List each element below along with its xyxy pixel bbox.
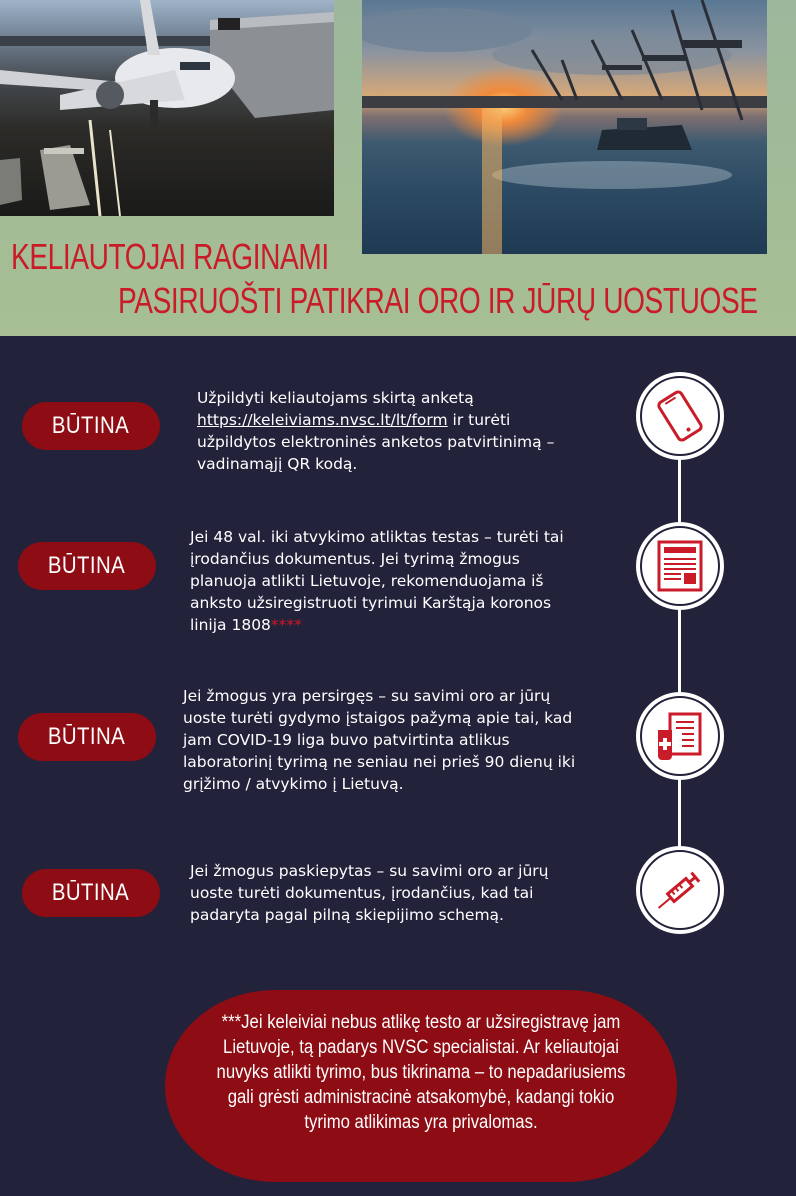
timeline-line — [678, 420, 681, 890]
required-badge-3: BŪTINA — [18, 713, 156, 761]
port-photo — [362, 0, 767, 254]
item-2-text: Jei 48 val. iki atvykimo atliktas testas – turėti tai įrodančius dokumentus. Jei tyrimą žmogus planuoja atlikti Lietuvoje, rekomenduojama iš anksto užsiregistruoti tyrimui Karštąja koronos linija 1808**** — [190, 528, 564, 634]
item-4-text: Jei žmogus paskiepytas – su savimi oro ar jūrų uoste turėti dokumentus, įrodančius, kad tai padaryta pagal pilną skiepijimo schemą. — [190, 862, 549, 924]
syringe-icon-circle — [636, 846, 724, 934]
document-icon-circle — [636, 522, 724, 610]
item-1-text: Užpildyti keliautojams skirtą anketą https://keleiviams.nvsc.lt/lt/form ir turėti užpildytos elektroninės anketos patvirtinimą – vadinamąjį QR kodą. — [197, 389, 555, 473]
required-badge-4: BŪTINA — [22, 869, 160, 917]
item-3-text: Jei žmogus yra persirgęs – su savimi oro ar jūrų uoste turėti gydymo įstaigos pažymą apie tai, kad jam COVID-19 liga buvo patvirtinta atlikus laboratorinį tyrimą ne seniau nei prieš 90 dienų iki grįžimo / atvykimo į Lietuvą. — [183, 687, 576, 793]
smartphone-icon-circle — [636, 372, 724, 460]
note-text: ***Jei keleiviai nebus atlikę testo ar užsiregistravę jam Lietuvoje, tą padarys NVSC specialistai. Ar keliautojai nuvyks atlikti tyrimo, bus tikrinama – to nepadariusiems gali grėsti administracinė atsakomybė, kadangi tokio tyrimo atlikimas yra privalomas. — [216, 1012, 626, 1133]
smartphone-icon — [652, 388, 708, 444]
document-icon — [655, 538, 705, 594]
footnote-stars: **** — [270, 616, 302, 634]
title-line-1: KELIAUTOJAI RAGINAMI — [11, 236, 329, 277]
airport-photo — [0, 0, 334, 216]
title-line-2: PASIRUOŠTI PATIKRAI ORO IR JŪRŲ UOSTUOSE — [118, 280, 758, 321]
medical-certificate-icon-circle — [636, 692, 724, 780]
syringe-icon — [650, 860, 710, 920]
form-link[interactable]: https://keleiviams.nvsc.lt/lt/form — [197, 411, 448, 429]
medical-certificate-icon — [652, 708, 708, 764]
required-badge-2: BŪTINA — [18, 542, 156, 590]
required-badge-1: BŪTINA — [22, 402, 160, 450]
header — [0, 0, 796, 336]
